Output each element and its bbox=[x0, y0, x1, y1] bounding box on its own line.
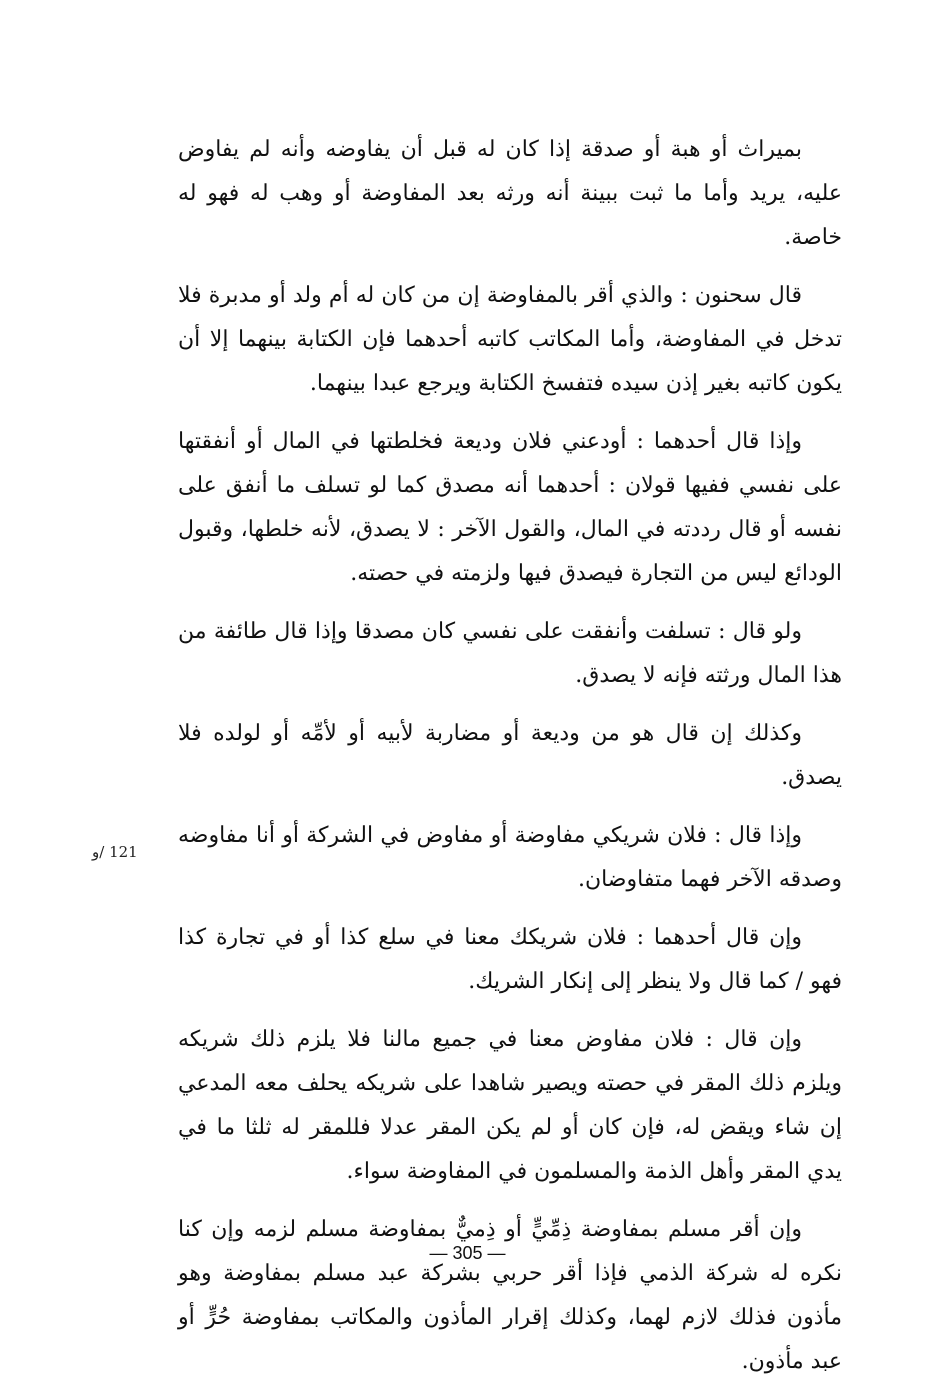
paragraph-9: وإن أقر مسلم بمفاوضة ذِمِّيٍّ أو ذِميٌّ بمفاوضة مسلم لزمه وإن كنا نكره له شركة الذمي فإذا أقر حربي بشركة عبد مسلم بمفاوضة وهو مأذون فذلك لازم لهما، وكذلك إقرار المأذون والمكاتب بمفاوضة حُرٍّ أو عبد مأذون. bbox=[178, 1217, 842, 1374]
paragraph-2: قال سحنون : والذي أقر بالمفاوضة إن من كان له أم ولد أو مدبرة فلا تدخل في المفاوضة، وأما المكاتب كاتبه أحدهما فإن الكتابة بينهما إلا أن يكون كاتبه بغير إذن سيده فتفسخ الكتابة ويرجع عبدا بينهما. bbox=[178, 283, 842, 396]
paragraph-8: وإن قال : فلان مفاوض معنا في جميع مالنا فلا يلزم ذلك شريكه ويلزم ذلك المقر في حصته ويصير شاهدا على شريكه يحلف معه المدعي إن شاء ويقض له، فإن كان أو لم يكن المقر عدلا فللمقر له ثلثا ما في يدي المقر وأهل الذمة والمسلمون في المفاوضة سواء. bbox=[178, 1027, 842, 1184]
main-text bbox=[178, 128, 842, 1398]
page-number: — 305 — bbox=[429, 1243, 506, 1263]
paragraph-6: وإذا قال : فلان شريكي مفاوضة أو مفاوض في الشركة أو أنا مفاوضه وصدقه الآخر فهما متفاوضان. bbox=[178, 823, 842, 892]
paragraph-1: بميراث أو هبة أو صدقة إذا كان له قبل أن يفاوضه وأنه لم يفاوض عليه، يريد وأما ما ثبت ببينة أنه ورثه بعد المفاوضة أو وهب له فهو له خاصة. bbox=[178, 137, 842, 250]
paragraph-3: وإذا قال أحدهما : أودعني فلان وديعة فخلطتها في المال أو أنفقتها على نفسي ففيها قولان : أحدهما أنه مصدق كما لو تسلف ما أنفق على نفسه أو قال رددته في المال، والقول الآخر : لا يصدق، لأنه خلطها، وقبول الودائع ليس من التجارة فيصدق فيها ولزمته في حصته. bbox=[178, 429, 842, 586]
paragraph-7: وإن قال أحدهما : فلان شريكك معنا في سلع كذا أو في تجارة كذا فهو / كما قال ولا ينظر إلى إنكار الشريك. bbox=[178, 925, 842, 994]
paragraph-4: ولو قال : تسلفت وأنفقت على نفسي كان مصدقا وإذا قال طائفة من هذا المال ورثته فإنه لا يصدق. bbox=[178, 619, 842, 688]
folio-margin-note: 121 /و bbox=[92, 843, 138, 861]
paragraph-5: وكذلك إن قال هو من وديعة أو مضاربة لأبيه أو لأمِّه أو لولده فلا يصدق. bbox=[178, 721, 842, 790]
